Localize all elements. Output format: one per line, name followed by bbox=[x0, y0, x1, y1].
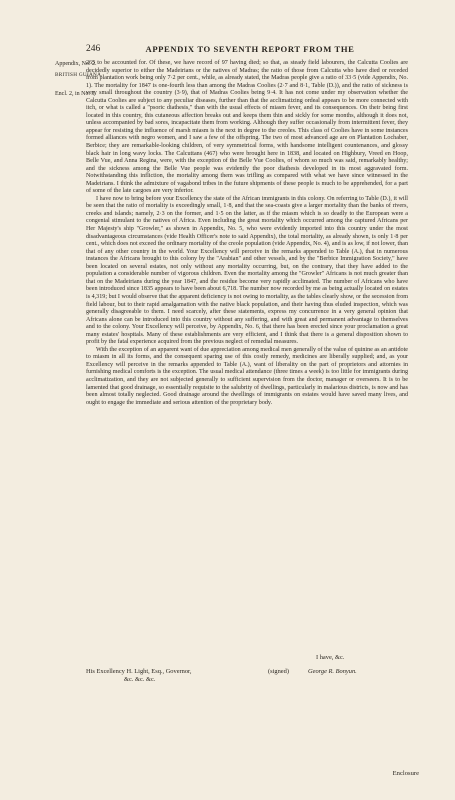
valediction: I have, &c. bbox=[316, 654, 345, 661]
margin-note-enclosure: Encl. 2, in No. 3. bbox=[55, 91, 96, 97]
running-title: APPENDIX TO SEVENTH REPORT FROM THE bbox=[145, 44, 355, 54]
signed-label: (signed) bbox=[268, 668, 289, 675]
paragraph-african-immigrants: I have now to bring before your Excellency the state of the African immigrants in this colony. On referring to Table (D.), it will be seen that the ratio of mortality is exceedingly small, 1·8, and that the sea-coasts give a larger mortality than the banks of rivers, creeks and islands; namely, 2·3 on the former, and 1·5 on the latter, as if the miasm which is so deadly to the European were a congenial stimulant to the natives of Africa. Even including the great mortality which occurred among the captured Africans per Her Majesty's ship "Growler," as shown in Appendix, No. 5, who were evidently imported into this country under the most disadvantageous circumstances (vide Health Officer's note to said Appendix), the total mortality, as already shown, is only 1·8 per cent., which does not exceed the ordinary mortality of the creole population (vide Appendix, No. 4), and is as low, if not lower, than that of any other country in the world. Your Excellency will perceive in the remarks appended to Table (A.), that in numerous instances the Africans brought to this colony by the "Arabian" and other vessels, and by the "Berbice Immigration Society," have been located on several estates, not only without any mortality occurring, but, on the contrary, that they have added to the population a considerable number of vigorous children. Even the mortality among the "Growler" Africans is not much greater than that on the Madeirians during the year 1847, and the residue become very rapidly acclimated. The number of Africans who have been introduced since 1835 appears to have been about 6,718. The number now recorded by me as being actually located on estates is 4,319; but I would observe that the apparent deficiency is not owing to mortality, as the tables clearly show, or the secession from field labour, but to their rapid amalgamation with the native black population, and their having thus eluded inspection, which was generally disagreeable to them. I need scarcely, after these statements, express my concurrence in a very general opinion that Africans alone can be introduced into this country without any suffering, and with great and permanent advantage to themselves and to the colony. Your Excellency will perceive, by Appendix, No. 6, that there has been erected since your proclamation a great many estates' hospitals. Many of these establishments are very efficient, and I think that there is a general disposition shown to profit by the fatal experience acquired from the previous neglect of remedial measures. bbox=[86, 195, 408, 346]
paragraph-calcutta-coolies: 265 to be accounted for. Of these, we have record of 97 having died; so that, as steady field labourers, the Calcutta Coolies are decidedly superior to either the Madeirians or the natives of Madras; the ratio of those from Calcutta who have died or receded from plantation work being only 7·2 per cent., while, as already stated, the Madras people give a ratio of 33·5 (vide Appendix, No. 1). The mortality for 1847 is one-fourth less than among the Madras Coolies (2·7 and 8·1, Table (D.)), and the ratio of sickness is very small throughout the country (3·9), that of Madras Coolies being 9·4. It has not come under my observation whether the Calcutta Coolies are subject to any peculiar diseases, further than that the acclimatizing ordeal appears to be more connected with itch, or what is called a "psoric diathesis," than with the usual effects of miasm fever, and its consequences. On their being first located in this country, this cutaneous affection breaks out and keeps them thin and sickly for some months, although it does not, unless accompanied by bad sores, incapacitate them from working. Although they suffer occasionally from intermittent fever, they appear for resisting the influence of marsh miasm is the next in degree to the creoles. This class of Coolies have in some instances formed alliances with negro women, and I saw a few of the offspring. The two of most advanced age are on Plantation Lochaber, Berbice; they are remarkable-looking children, of very symmetrical forms, with handsome intelligent countenances, and glossy black hair in long wavy locks. The Calcuttans (467) who were brought here in 1838, and located on Highbury, Vreed en Hoop, Belle Vue, and Anna Regina, were, with the exception of the Belle Vue Coolies, of whom so much was said, remarkably healthy; and the sickness among the Belle Vue people was evidently the poor diathesis developed in its most aggravated form. Notwithstanding this infliction, the mortality among them was trifling as compared with what we have since witnessed in the Madeirians. I think the admixture of vagabond tribes in the future shipments of these people is much to be apprehended, for a part of some of the late cargoes are very inferior. bbox=[86, 60, 408, 195]
paragraph-medical-attendance: With the exception of an apparent want of due appreciation among medical men generally of the value of quinine as an antidote to miasm in all its forms, and the consequent sparing use of this costly remedy, medicines are liberally supplied; and, as your Excellency will perceive in the remarks appended to Table (A.), want of liberality on the part of proprietors and attornies in furnishing medical comforts is the exception. The usual medical attendance (three times a week) is too little for immigrants during acclimatization, and they are not subjected generally to sufficient supervision from the doctor, manager or overseers. It is to be lamented that good drainage, so essentially requisite to the salubrity of dwellings, particularly in malarious districts, is now and has been almost totally neglected. Good drainage around the dwellings of immigrants on estates would have saved many lives, and ought to engage the immediate and serious attention of the proprietary body. bbox=[86, 346, 408, 406]
margin-note-appendix: Appendix, No. 2. bbox=[55, 61, 97, 67]
page-header bbox=[0, 44, 455, 58]
signatory-name: George R. Bonyun. bbox=[308, 668, 357, 675]
addressee-line-2: &c. &c. &c. bbox=[124, 676, 156, 683]
margin-note-colony: BRITISH GUIANA. bbox=[55, 72, 103, 78]
catchword: Enclosure bbox=[392, 770, 419, 777]
report-body bbox=[86, 60, 408, 407]
addressee-line-1: His Excellency H. Light, Esq., Governor, bbox=[86, 668, 192, 675]
addressee bbox=[86, 668, 226, 684]
page-number: 246 bbox=[86, 44, 101, 54]
